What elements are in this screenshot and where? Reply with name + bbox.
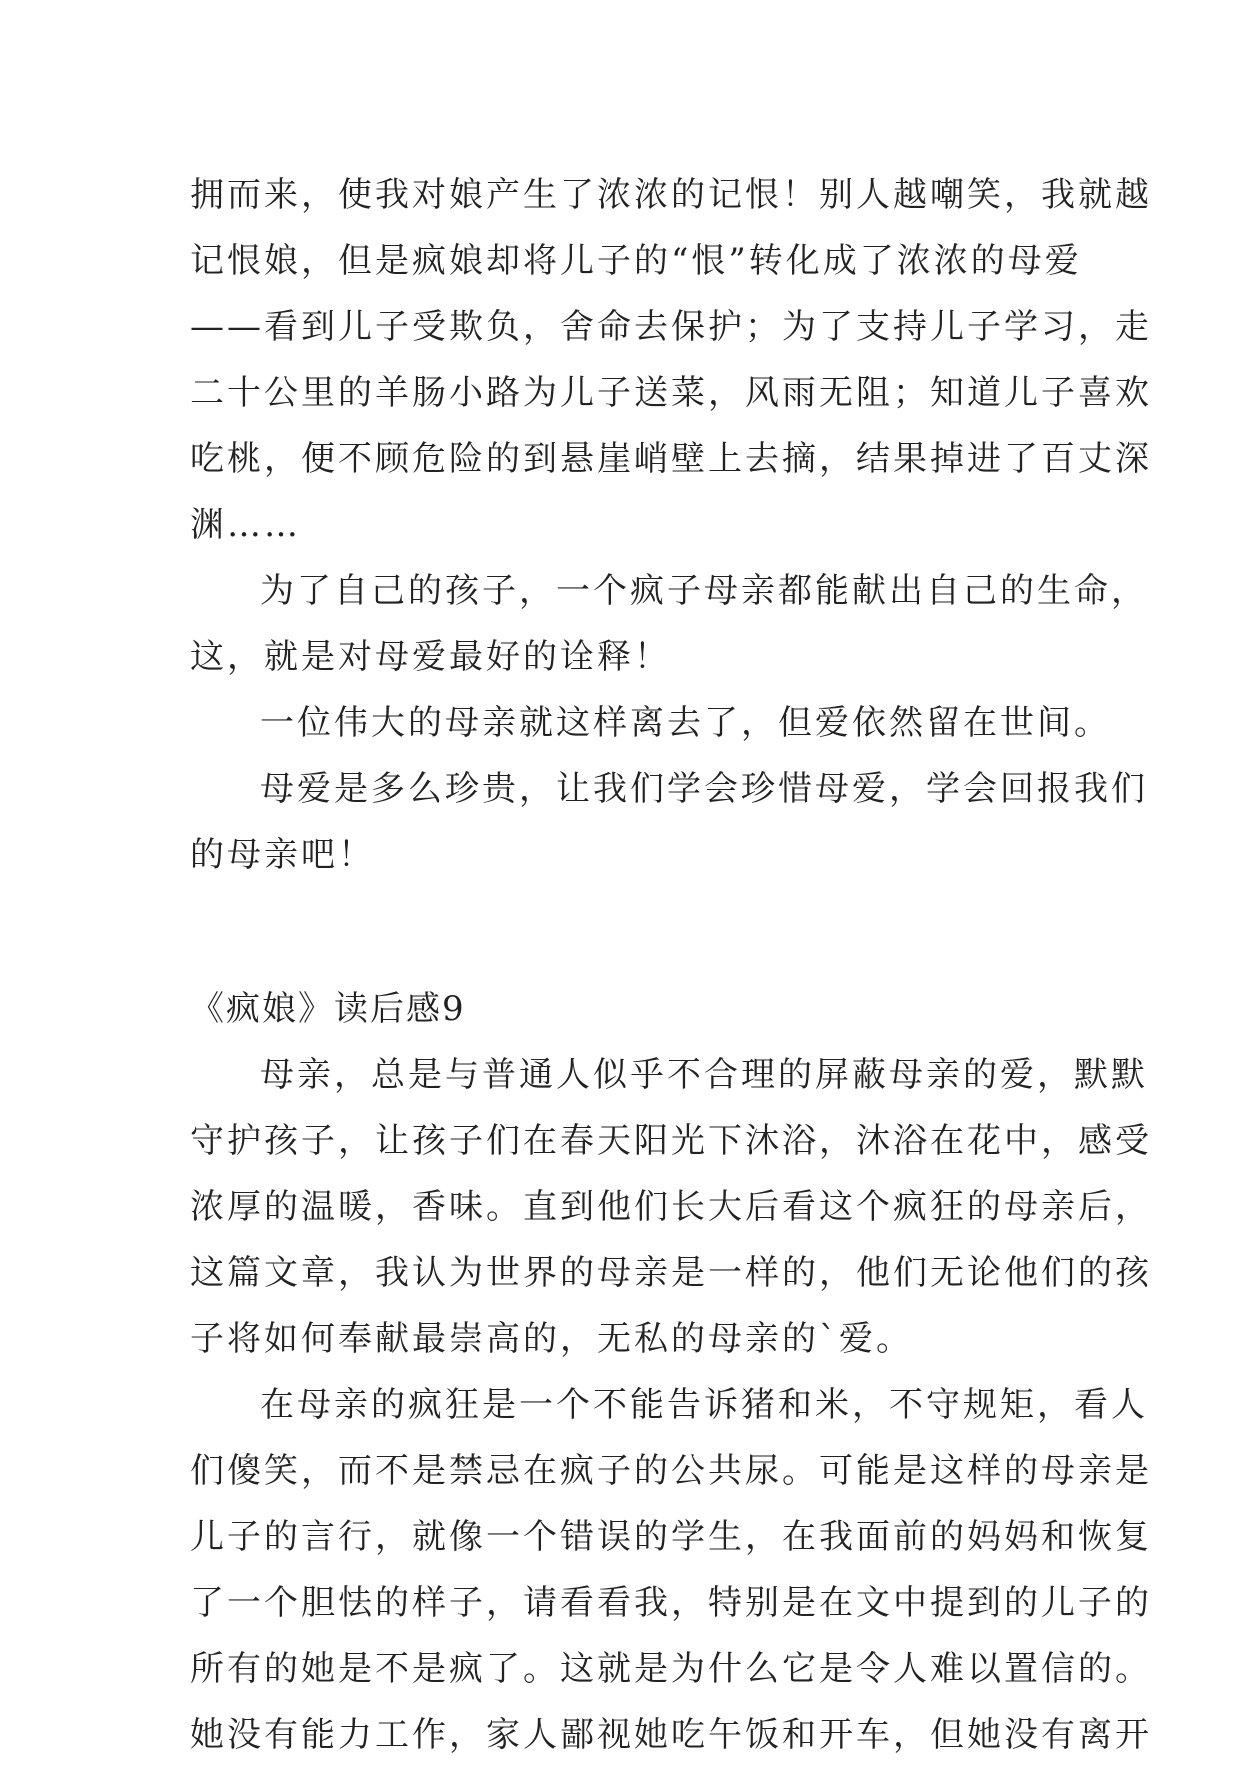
- text-line: 了一个胆怯的样子，请看看我，特别是在文中提到的儿子的: [190, 1583, 1152, 1623]
- text-line: 儿子的言行，就像一个错误的学生，在我面前的妈妈和恢复: [190, 1517, 1152, 1557]
- section-gap: [190, 888, 1060, 976]
- paragraph: [190, 1372, 1152, 1768]
- text-line: 母爱是多么珍贵，让我们学会珍惜母爱，学会回报我们: [260, 769, 1148, 809]
- section-heading: 《疯娘》读后感9: [190, 989, 466, 1029]
- paragraph: [190, 1042, 1152, 1372]
- text-line: 母亲，总是与普通人似乎不合理的屏蔽母亲的爱，默默: [260, 1055, 1148, 1095]
- paragraph: [190, 690, 1111, 756]
- paragraph-continuation: [190, 162, 1152, 558]
- text-line: 浓厚的温暖，香味。直到他们长大后看这个疯狂的母亲后，: [190, 1187, 1152, 1227]
- text-line: 子将如何奉献最崇高的，无私的母亲的`爱。: [190, 1319, 913, 1359]
- text-line: 守护孩子，让孩子们在春天阳光下沐浴，沐浴在花中，感受: [190, 1121, 1152, 1161]
- text-line: 这篇文章，我认为世界的母亲是一样的，他们无论他们的孩: [190, 1253, 1152, 1293]
- paragraph: [190, 756, 1148, 888]
- text-line: 一位伟大的母亲就这样离去了，但爱依然留在世间。: [260, 703, 1111, 743]
- text-line: 为了自己的孩子，一个疯子母亲都能献出自己的生命，: [260, 571, 1148, 611]
- text-line: 渊……: [190, 505, 301, 545]
- text-line: 记恨娘，但是疯娘却将儿子的“恨”转化成了浓浓的母爱: [190, 241, 1082, 281]
- text-line: 她没有能力工作，家人鄙视她吃午饭和开车，但她没有离开: [190, 1715, 1152, 1755]
- text-line: 的母亲吧！: [190, 835, 375, 875]
- text-line: 拥而来，使我对娘产生了浓浓的记恨！别人越嘲笑，我就越: [190, 175, 1152, 215]
- text-line: ——看到儿子受欺负，舍命去保护；为了支持儿子学习，走: [190, 307, 1152, 347]
- text-line: 二十公里的羊肠小路为儿子送菜，风雨无阻；知道儿子喜欢: [190, 373, 1152, 413]
- text-line: 所有的她是不是疯了。这就是为什么它是令人难以置信的。: [190, 1649, 1152, 1689]
- text-line: 在母亲的疯狂是一个不能告诉猪和米，不守规矩，看人: [260, 1385, 1148, 1425]
- paragraph: [190, 558, 1148, 690]
- text-line: 这，就是对母爱最好的诠释！: [190, 637, 671, 677]
- text-line: 吃桃，便不顾危险的到悬崖峭壁上去摘，结果掉进了百丈深: [190, 439, 1152, 479]
- text-line: 们傻笑，而不是禁忌在疯子的公共尿。可能是这样的母亲是: [190, 1451, 1152, 1491]
- document-body: [190, 162, 1152, 1768]
